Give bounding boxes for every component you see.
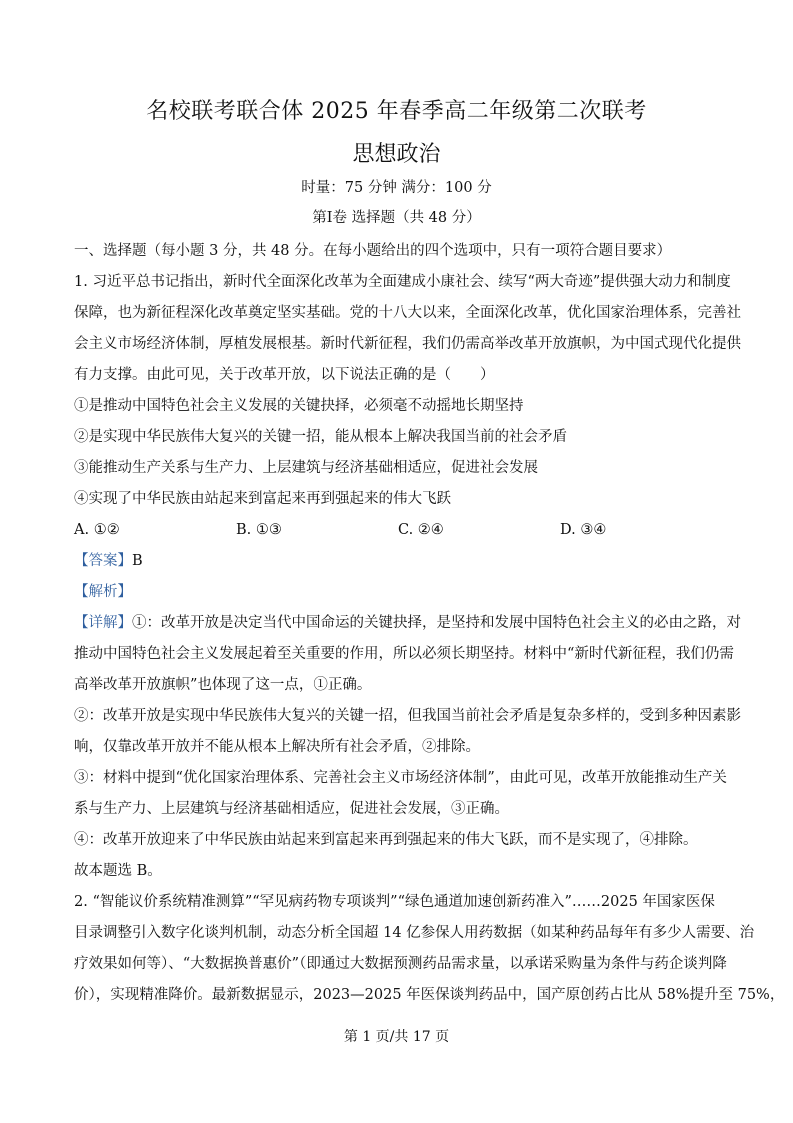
question-text-line: 保障，也为新征程深化改革奠定坚实基础。党的十八大以来，全面深化改革，优化国家治理体系，完善社 — [74, 305, 741, 321]
analysis-label: 【解析】 — [74, 584, 132, 600]
statement-4: ④实现了中华民族由站起来到富起来再到强起来的伟大飞跃 — [74, 491, 451, 507]
detail-text: 系与生产力、上层建筑与经济基础相适应，促进社会发展，③正确。 — [74, 801, 509, 817]
section-heading: 第Ⅰ卷 选择题（共 48 分） — [312, 210, 481, 226]
option-a: A. ①② — [74, 522, 120, 538]
option-d: D. ③④ — [560, 522, 607, 538]
statement-3: ③能推动生产关系与生产力、上层建筑与经济基础相适应，促进社会发展 — [74, 460, 538, 476]
detail-text: ②：改革开放是实现中华民族伟大复兴的关键一招，但我国当前社会矛盾是复杂多样的，受到多种因素影 — [74, 708, 741, 724]
exam-body — [74, 236, 785, 1011]
detail-text: ①：改革开放是决定当代中国命运的关键抉择，是坚持和发展中国特色社会主义的必由之路，对 — [132, 615, 741, 631]
exam-meta: 时量：75 分钟 满分：100 分 — [301, 180, 492, 196]
answer-label: 【答案】 — [74, 553, 132, 569]
question-text-line: 有力支撑。由此可见，关于改革开放，以下说法正确的是（ ） — [74, 367, 495, 383]
detail-text: ③：材料中提到“优化国家治理体系、完善社会主义市场经济体制”，由此可见，改革开放能推动生产关 — [74, 770, 727, 786]
analysis-line — [74, 577, 724, 608]
answer-value: B — [132, 553, 143, 569]
question-text-line: 疗效果如何等）、“大数据换普惠价”（即通过大数据预测药品需求量，以承诺采购量为条件与药企谈判降 — [74, 956, 727, 972]
question-1 — [74, 267, 741, 887]
detail-text: ④：改革开放迎来了中华民族由站起来到富起来再到强起来的伟大飞跃，而不是实现了，④排除。 — [74, 832, 698, 848]
page-footer: 第 1 页/共 17 页 — [343, 1029, 450, 1045]
answer-line — [74, 546, 724, 577]
detail-text: 推动中国特色社会主义发展起着至关重要的作用，所以必须长期坚持。材料中“新时代新征程，我们仍需 — [74, 646, 734, 662]
statement-2: ②是实现中华民族伟大复兴的关键一招，能从根本上解决我国当前的社会矛盾 — [74, 429, 567, 445]
conclusion-text: 故本题选 B。 — [74, 863, 162, 879]
question-text-line: 会主义市场经济体制，厚植发展根基。新时代新征程，我们仍需高举改革开放旗帜，为中国式现代化提供 — [74, 336, 741, 352]
detail-text: 高举改革开放旗帜”也体现了这一点，①正确。 — [74, 677, 372, 693]
detail-line — [74, 608, 741, 639]
question-text-line: 价），实现精准降价。最新数据显示，2023—2025 年医保谈判药品中，国产原创药占比从 58%提升至 75%， — [74, 987, 785, 1003]
question-text-line: 目录调整引入数字化谈判机制，动态分析全国超 14 亿参保人用药数据（如某种药品每年有多少人需要、治 — [74, 925, 755, 941]
instructions: 一、选择题（每小题 3 分，共 48 分。在每小题给出的四个选项中，只有一项符合题目要求） — [74, 243, 672, 259]
question-2 — [74, 887, 785, 1011]
detail-label: 【详解】 — [74, 615, 132, 631]
answer-options — [74, 515, 724, 546]
statement-1: ①是推动中国特色社会主义发展的关键抉择，必须毫不动摇地长期坚持 — [74, 398, 524, 414]
exam-title: 名校联考联合体 2025 年春季高二年级第二次联考 — [146, 99, 647, 124]
option-b: B. ①③ — [236, 522, 282, 538]
subject-title: 思想政治 — [352, 142, 441, 167]
question-text-line: 2. “智能议价系统精准测算”“罕见病药物专项谈判”“绿色通道加速创新药准入”……2025 年国家医保 — [74, 894, 715, 910]
option-c: C. ②④ — [398, 522, 444, 538]
detail-text: 响，仅靠改革开放并不能从根本上解决所有社会矛盾，②排除。 — [74, 739, 480, 755]
question-text-line: 1. 习近平总书记指出，新时代全面深化改革为全面建成小康社会、续写“两大奇迹”提供强大动力和制度 — [74, 274, 731, 290]
